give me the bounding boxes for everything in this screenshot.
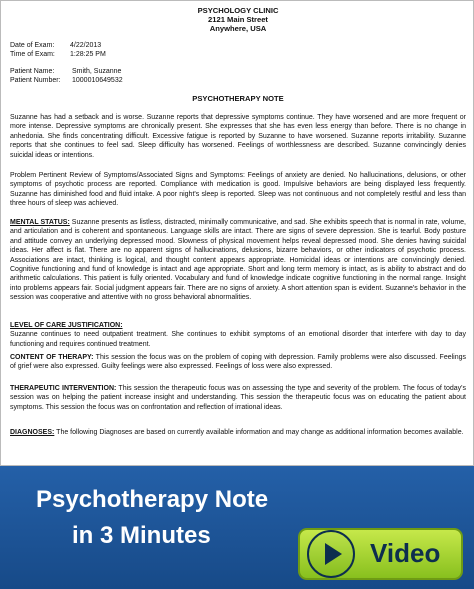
section-content-of-therapy: [10, 353, 466, 372]
banner-title-line2: in 3 Minutes: [72, 522, 211, 549]
play-triangle-icon: [325, 543, 342, 565]
section-mental-status: [10, 218, 466, 303]
paragraph-review: Problem Pertinent Review of Symptoms/Associated Signs and Symptoms: Feelings of anxiety are denied. No hallucinations, delusions, or other symptoms of psychotic process are reported. Compliance with medication is good. Impulsive behaviors are being displayed less frequently. Suzanne has diminished food and fluid intake. A poor night's sleep is reported. Sleep was not continuous and not completely restful and less than three hours of sleep was achieved.: [10, 172, 466, 208]
content-of-therapy-text: This session the focus was on the problem of coping with depression. Family problems were also discussed. Feelings of grief were also expressed. Guilty feelings were also expressed. Feelings of loss were also expressed.: [10, 354, 467, 371]
patient-number-row: [10, 76, 123, 85]
section-therapeutic-intervention: [10, 384, 466, 412]
content-of-therapy-heading: CONTENT OF THERAPY:: [10, 354, 94, 361]
exam-date: 4/22/2013: [70, 42, 102, 49]
mental-status-heading: MENTAL STATUS:: [10, 219, 70, 226]
patient-name: Smith, Suzanne: [72, 68, 122, 75]
banner-title-line1: Psychotherapy Note: [36, 486, 269, 513]
note-title: PSYCHOTHERAPY NOTE: [192, 94, 284, 103]
exam-date-label: Date of Exam:: [10, 42, 55, 49]
section-level-of-care: [10, 321, 466, 349]
patient-number: 1000010649532: [72, 77, 123, 84]
exam-time-row: [10, 50, 106, 59]
section-diagnoses: [10, 428, 466, 437]
patient-number-label: Patient Number:: [10, 77, 61, 84]
video-button-label[interactable]: Video: [370, 538, 441, 568]
therapeutic-intervention-heading: THERAPEUTIC INTERVENTION:: [10, 385, 117, 392]
level-of-care-heading: LEVEL OF CARE JUSTIFICATION:: [10, 322, 123, 329]
clinic-street: 2121 Main Street: [208, 15, 268, 24]
play-icon[interactable]: [307, 530, 355, 578]
paragraph-symptoms: Suzanne has had a setback and is worse. Suzanne reports that depressive symptoms continue. They have worsened and are more frequent or more intense. Depressive symptoms are chronically present. She expresses that she has even less energy than before. There is no change in anhedonia. She finds concentrating difficult. Excessive fatigue is reported by Suzanne to have worsened. Suzanne reports irritability. Suzanne reports that she continues to feel sad. Sleep difficulty has worsened. Feelings of worthlessness are described. Suzanne convincingly denies suicidal ideas or intentions.: [10, 114, 466, 159]
exam-time: 1:28:25 PM: [70, 51, 106, 58]
therapeutic-intervention-text: This session the therapeutic focus was on assessing the type and severity of the problem. The focus of today's session was on helping the patient increase insight and understanding. This session the therapeutic focus was on educating the patient about symptoms. This session the focus was on confrontation and reflection of irrational ideas.: [10, 385, 466, 411]
diagnoses-text: The following Diagnoses are based on currently available information and may change as additional information becomes available.: [54, 429, 464, 436]
patient-name-label: Patient Name:: [10, 68, 55, 75]
clinic-city: Anywhere, USA: [209, 24, 267, 33]
mental-status-text: Suzanne presents as listless, distracted, minimally communicative, and sad. She exhibits speech that is normal in rate, volume, and articulation and is coherent and spontaneous. Language skills are intact. There are signs of severe depression. She is tearful. Body posture and attitude convey an underlying depressed mood. Slowness of physical movement helps reveal depressed mood. She denies having suicidal ideas. Her affect is flat. There are no apparent signs of hallucinations, delusions, bizarre behaviors, or other indicators of psychotic process. Associations are intact, thinking is logical, and thought content appears appropriate. Homicidal ideas or intentions are convincingly denied. Cognitive functioning and fund of knowledge is intact and age appropriate. Short and long term memory is intact, as is ability to abstract and do arithmetic calculations. This patient is fully oriented. Vocabulary and fund of knowledge indicate cognitive functioning in the normal range. Insight into problems appears fair. Social judgment appears fair. There are no signs of anxiety. A short attention span is evident. Suzanne's behavior in the session was cooperative and attentive with no gross behavioral abnormalities.: [10, 219, 466, 302]
patient-name-row: [10, 67, 121, 76]
clinic-name: PSYCHOLOGY CLINIC: [197, 6, 279, 15]
exam-time-label: Time of Exam:: [10, 51, 55, 58]
exam-date-row: [10, 41, 101, 50]
level-of-care-text: Suzanne continues to need outpatient treatment. She continues to exhibit symptoms of an emotional disorder that interfere with day to day functioning and requires continued treatment.: [10, 331, 466, 348]
diagnoses-heading: DIAGNOSES:: [10, 429, 55, 436]
